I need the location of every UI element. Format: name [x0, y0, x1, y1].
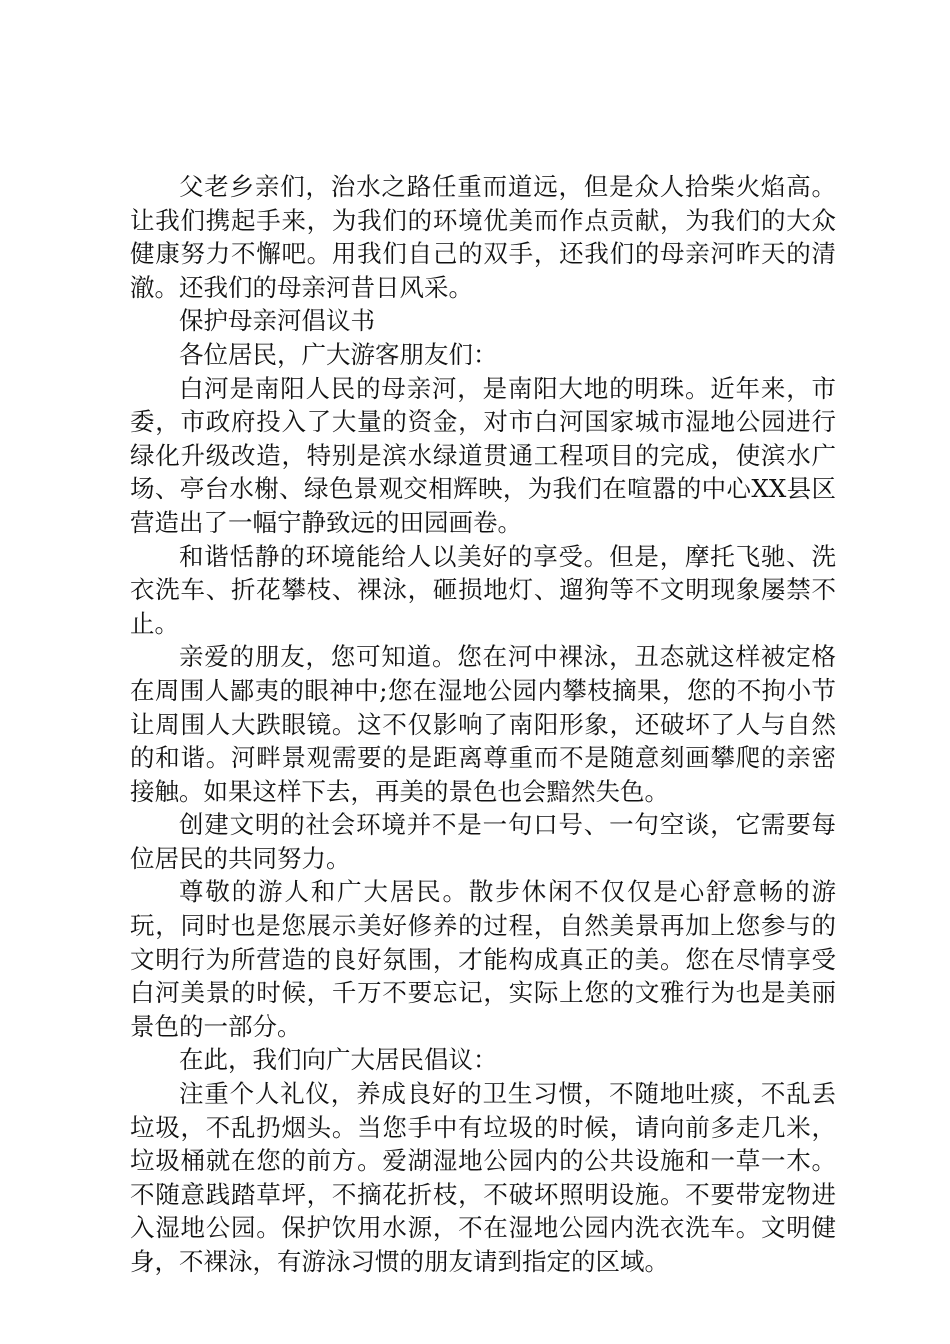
paragraph-proposal-heading: 在此，我们向广大居民倡议： [179, 1045, 498, 1075]
paragraph-effort: 创建文明的社会环境并不是一句口号、一句空谈，它需要每位居民的共同努力。 [130, 810, 836, 873]
paragraph-consequences: 亲爱的朋友，您可知道。您在河中裸泳，丑态就这样被定格在周围人鄙夷的眼神中;您在湿地公园内攀枝摘果，您的不拘小节让周围人大跌眼镜。这不仅影响了南阳形象，还破坏了人与自然的和谐。河畔景观需要的是距离尊重而不是随意刻画攀爬的亲密接触。如果这样下去，再美的景色也会黯然失色。 [130, 642, 836, 806]
paragraph-respect: 尊敬的游人和广大居民。散步休闲不仅仅是心舒意畅的游玩，同时也是您展示美好修养的过程，自然美景再加上您参与的文明行为所营造的良好氛围，才能构成真正的美。您在尽情享受白河美景的时候，千万不要忘记，实际上您的文雅行为也是美丽景色的一部分。 [130, 877, 836, 1041]
paragraph-intro: 白河是南阳人民的母亲河，是南阳大地的明珠。近年来，市委，市政府投入了大量的资金，对市白河国家城市湿地公园进行绿化升级改造，特别是滨水绿道贯通工程项目的完成，使滨水广场、亭台水榭、绿色景观交相辉映，为我们在喧嚣的中心XX县区营造出了一幅宁静致远的田园画卷。 [130, 373, 836, 537]
document-body [130, 170, 836, 1279]
paragraph-proposals: 注重个人礼仪，养成良好的卫生习惯，不随地吐痰，不乱丢垃圾，不乱扔烟头。当您手中有垃圾的时候，请向前多走几米，垃圾桶就在您的前方。爱湖湿地公园内的公共设施和一草一木。不随意践踏草坪，不摘花折枝，不破坏照明设施。不要带宠物进入湿地公园。保护饮用水源，不在湿地公园内洗衣洗车。文明健身，不裸泳，有游泳习惯的朋友请到指定的区域。 [130, 1079, 836, 1276]
document-title: 保护母亲河倡议书 [179, 306, 375, 336]
paragraph-closing-appeal: 父老乡亲们，治水之路任重而道远，但是众人拾柴火焰高。让我们携起手来，为我们的环境优美而作点贡献，为我们的大众健康努力不懈吧。用我们自己的双手，还我们的母亲河昨天的清澈。还我们的母亲河昔日风采。 [130, 172, 836, 302]
salutation: 各位居民，广大游客朋友们： [179, 339, 498, 369]
paragraph-problems: 和谐恬静的环境能给人以美好的享受。但是，摩托飞驰、洗衣洗车、折花攀枝、裸泳，砸损地灯、遛狗等不文明现象屡禁不止。 [130, 541, 836, 638]
